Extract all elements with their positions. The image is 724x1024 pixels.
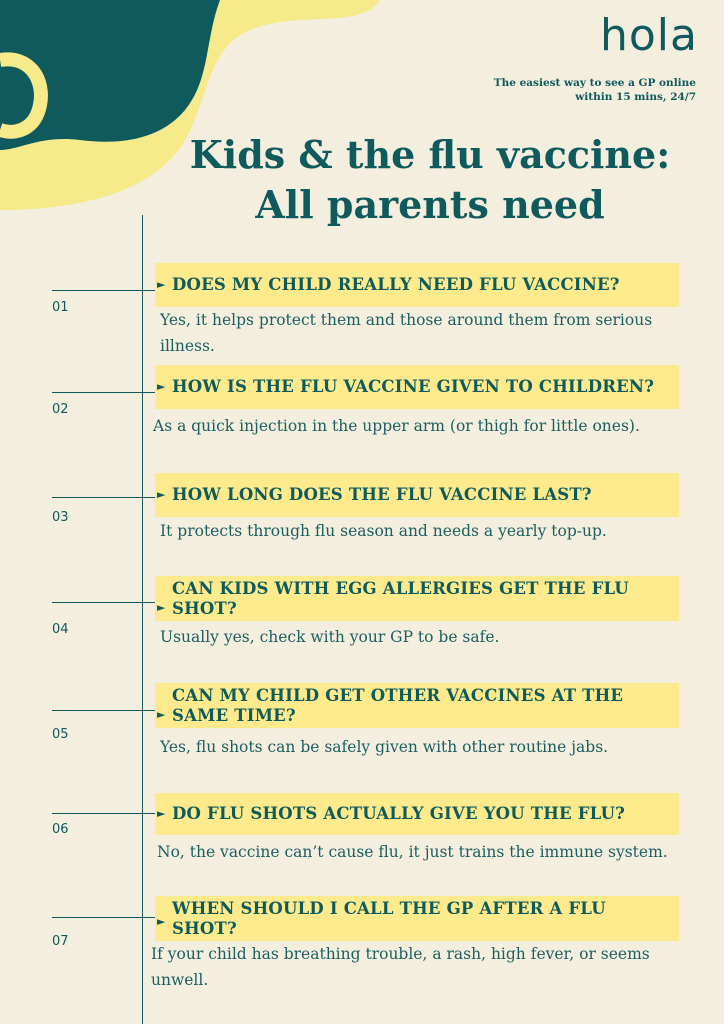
question-text: CAN MY CHILD GET OTHER VACCINES AT THE SAME TIME? — [172, 685, 624, 725]
question-box — [155, 896, 679, 941]
item-number: 04 — [52, 622, 69, 637]
question-box — [155, 263, 679, 307]
question-text: CAN KIDS WITH EGG ALLERGIES GET THE FLU SHOT? — [172, 578, 629, 618]
title-line-1: Kids & the flu vaccine: — [189, 132, 671, 177]
item-number: 01 — [52, 300, 69, 315]
answer-text: It protects through flu season and needs a yearly top-up. — [160, 522, 607, 540]
item-number: 06 — [52, 822, 69, 837]
answer-text: Yes, it helps protect them and those around them from serious illness. — [160, 311, 653, 355]
timeline-vertical-line — [142, 215, 143, 1024]
hola-logo: hola — [600, 10, 698, 61]
item-number: 07 — [52, 934, 69, 949]
timeline-tick — [52, 392, 156, 393]
item-number: 02 — [52, 402, 69, 417]
question-box — [155, 365, 679, 409]
question-text: DO FLU SHOTS ACTUALLY GIVE YOU THE FLU? — [172, 804, 626, 823]
arrow-icon: ► — [157, 601, 166, 614]
answer-text: Yes, flu shots can be safely given with other routine jabs. — [160, 738, 609, 756]
arrow-icon: ► — [157, 380, 166, 393]
arrow-icon: ► — [157, 708, 166, 721]
tagline: The easiest way to see a GP online within 15 mins, 24/7 — [493, 77, 696, 103]
timeline-tick — [52, 710, 156, 711]
question-box — [155, 576, 679, 621]
arrow-icon: ► — [157, 915, 166, 928]
question-box — [155, 683, 679, 728]
page-title — [140, 130, 720, 230]
question-text: WHEN SHOULD I CALL THE GP AFTER A FLU SHOT? — [172, 898, 606, 938]
answer-text: Usually yes, check with your GP to be safe. — [160, 628, 500, 646]
timeline-tick — [52, 917, 156, 918]
arrow-icon: ► — [157, 488, 166, 501]
question-box — [155, 473, 679, 517]
timeline-tick — [52, 602, 156, 603]
answer-text: No, the vaccine can’t cause flu, it just trains the immune system. — [157, 843, 668, 861]
timeline-tick — [52, 813, 156, 814]
question-text: HOW IS THE FLU VACCINE GIVEN TO CHILDREN? — [172, 377, 655, 396]
question-text: HOW LONG DOES THE FLU VACCINE LAST? — [172, 485, 592, 504]
arrow-icon: ► — [157, 807, 166, 820]
item-number: 05 — [52, 727, 69, 742]
timeline-tick — [52, 497, 156, 498]
timeline-tick — [52, 290, 156, 291]
arrow-icon: ► — [157, 278, 166, 291]
question-box — [155, 793, 679, 835]
answer-text: As a quick injection in the upper arm (or thigh for little ones). — [153, 417, 640, 435]
answer-text: If your child has breathing trouble, a rash, high fever, or seems unwell. — [151, 945, 650, 989]
item-number: 03 — [52, 510, 69, 525]
question-text: DOES MY CHILD REALLY NEED FLU VACCINE? — [172, 275, 620, 294]
title-line-2: All parents need — [255, 182, 605, 227]
